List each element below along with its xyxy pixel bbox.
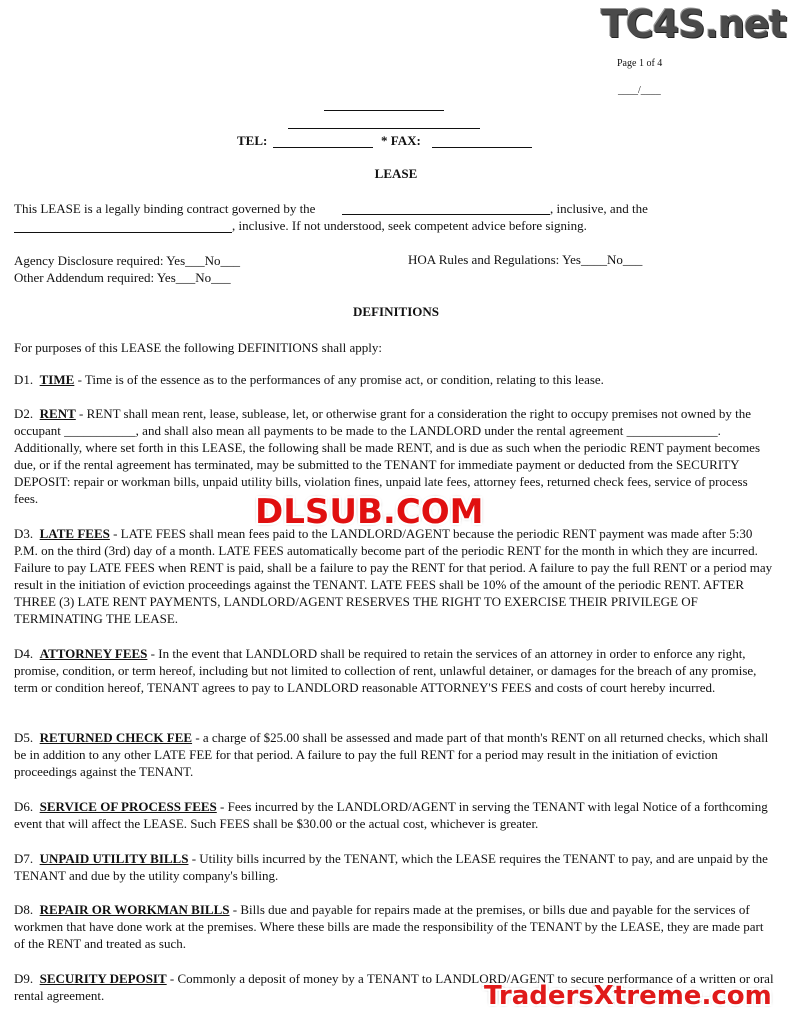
definition-d1 [14, 371, 774, 388]
definition-id: D6. [14, 799, 34, 814]
definition-id: D4. [14, 646, 34, 661]
definition-text: - Commonly a deposit of money by a TENANT to LANDLORD/AGENT to secure performance of a written or oral rental agreement. [14, 971, 774, 1003]
definition-id: D7. [14, 851, 34, 866]
definition-term: UNPAID UTILITY BILLS [39, 851, 189, 866]
hoa-rules: HOA Rules and Regulations: Yes____No___ [408, 252, 643, 267]
tel-blank [273, 147, 373, 148]
definitions-intro: For purposes of this LEASE the following DEFINITIONS shall apply: [14, 340, 382, 355]
definition-term: SERVICE OF PROCESS FEES [39, 799, 217, 814]
definition-id: D2. [14, 406, 34, 421]
definition-text: - Time is of the essence as to the performances of any promise act, or condition, relating to this lease. [74, 372, 604, 387]
page-number: Page 1 of 4 [617, 58, 663, 69]
intro-line-1-start: This LEASE is a legally binding contract governed by the [14, 201, 316, 216]
definition-d7 [14, 850, 774, 884]
definition-id: D8. [14, 902, 34, 917]
watermark-logo-middle: DLSUB.COM [255, 492, 484, 532]
intro-line-2-end: , inclusive. If not understood, seek competent advice before signing. [232, 218, 587, 233]
landlord-name-blank [324, 110, 444, 111]
definition-d6 [14, 798, 774, 832]
other-addendum: Other Addendum required: Yes___No___ [14, 270, 231, 285]
governing-law-blank-2 [14, 232, 232, 233]
agency-disclosure: Agency Disclosure required: Yes___No___ [14, 253, 241, 268]
definition-d4 [14, 645, 774, 696]
definition-d3 [14, 525, 774, 627]
tel-label: TEL: [237, 133, 268, 148]
definitions-heading: DEFINITIONS [353, 304, 439, 319]
definition-term: REPAIR OR WORKMAN BILLS [39, 902, 230, 917]
definition-term: SECURITY DEPOSIT [39, 971, 167, 986]
definition-text: - LATE FEES shall mean fees paid to the LANDLORD/AGENT because the periodic RENT payment was made after 5:30 P.M. on the third (3rd) day of a month. LATE FEES automatically become part of the periodic RENT for the month in which they are incurred. Failure to pay LATE FEES when RENT is paid, shall be a failure to pay the RENT for that period. A failure to pay the full RENT or a period may result in the initiation of eviction proceedings against the TENANT. LATE FEES shall be 10% of the amount of the periodic RENT. AFTER THREE (3) LATE RENT PAYMENTS, LANDLORD/AGENT RESERVES THE RIGHT TO EXERCISE THEIR PRIVILEGE OF TERMINATING THE LEASE. [14, 526, 773, 626]
definition-text: - Bills due and payable for repairs made at the premises, or bills due and payable for the services of workmen that have done work at the premises. Where these bills are made the responsibility of the TENANT by the LEASE, they are made part of the RENT and treated as such. [14, 902, 764, 951]
definition-text: - In the event that LANDLORD shall be required to retain the services of an attorney in order to enforce any right, promise, condition, or term hereof, including but not limited to collection of rent, unlawful detainer, or damages for the breach of any promise, term or condition hereof, TENANT agrees to pay to LANDLORD reasonable ATTORNEY'S FEES and costs of court hereby incurred. [14, 646, 757, 695]
definition-term: ATTORNEY FEES [39, 646, 148, 661]
watermark-logo-bottom: TradersXtreme.com [484, 981, 772, 1011]
definition-text: - Fees incurred by the LANDLORD/AGENT in serving the TENANT with legal Notice of a forthcoming event that will affect the LEASE. Such FEES shall be $30.00 or the actual cost, whichever is greater. [14, 799, 768, 831]
definition-text: - a charge of $25.00 shall be assessed and made part of that month's RENT on all returned checks, which shall be in addition to any other LATE FEE for that period. A failure to pay the full RENT for a period may result in the initiation of eviction proceedings against the TENANT. [14, 730, 769, 779]
definition-id: D5. [14, 730, 34, 745]
fax-blank [432, 147, 532, 148]
landlord-address-blank [288, 128, 480, 129]
watermark-logo-top: TC4S.net [600, 2, 786, 46]
definition-term: LATE FEES [39, 526, 110, 541]
definition-term: RENT [39, 406, 76, 421]
definition-id: D3. [14, 526, 34, 541]
definition-d5 [14, 729, 774, 780]
intro-line-1-end: , inclusive, and the [550, 201, 648, 216]
definition-id: D1. [14, 372, 34, 387]
definition-text: - Utility bills incurred by the TENANT, which the LEASE requires the TENANT to pay, and are unpaid by the TENANT and due by the utility company's billing. [14, 851, 768, 883]
definition-id: D9. [14, 971, 34, 986]
definition-text: - RENT shall mean rent, lease, sublease, let, or otherwise grant for a consideration the right to occupy premises not owned by the occupant ___________, and shall also mean all payments to be made to the LANDLORD under the rental agreement ______________. Additionally, where set forth in this LEASE, the following shall be made RENT, and is due as such when the periodic RENT payment becomes due, or if the rental agreement has terminated, may be submitted to the TENANT for immediate payment or deducted from the SECURITY DEPOSIT: repair or workman bills, unpaid utility bills, violation fines, unpaid late fees, attorney fees, returned check fees, service of process fees. [14, 406, 761, 506]
definition-term: TIME [39, 372, 75, 387]
initials-blank: ____/____ [618, 85, 661, 96]
definition-d8 [14, 901, 774, 952]
governing-law-blank [342, 214, 550, 215]
document-title: LEASE [374, 166, 418, 181]
fax-label: * FAX: [381, 133, 421, 148]
definition-term: RETURNED CHECK FEE [39, 730, 193, 745]
